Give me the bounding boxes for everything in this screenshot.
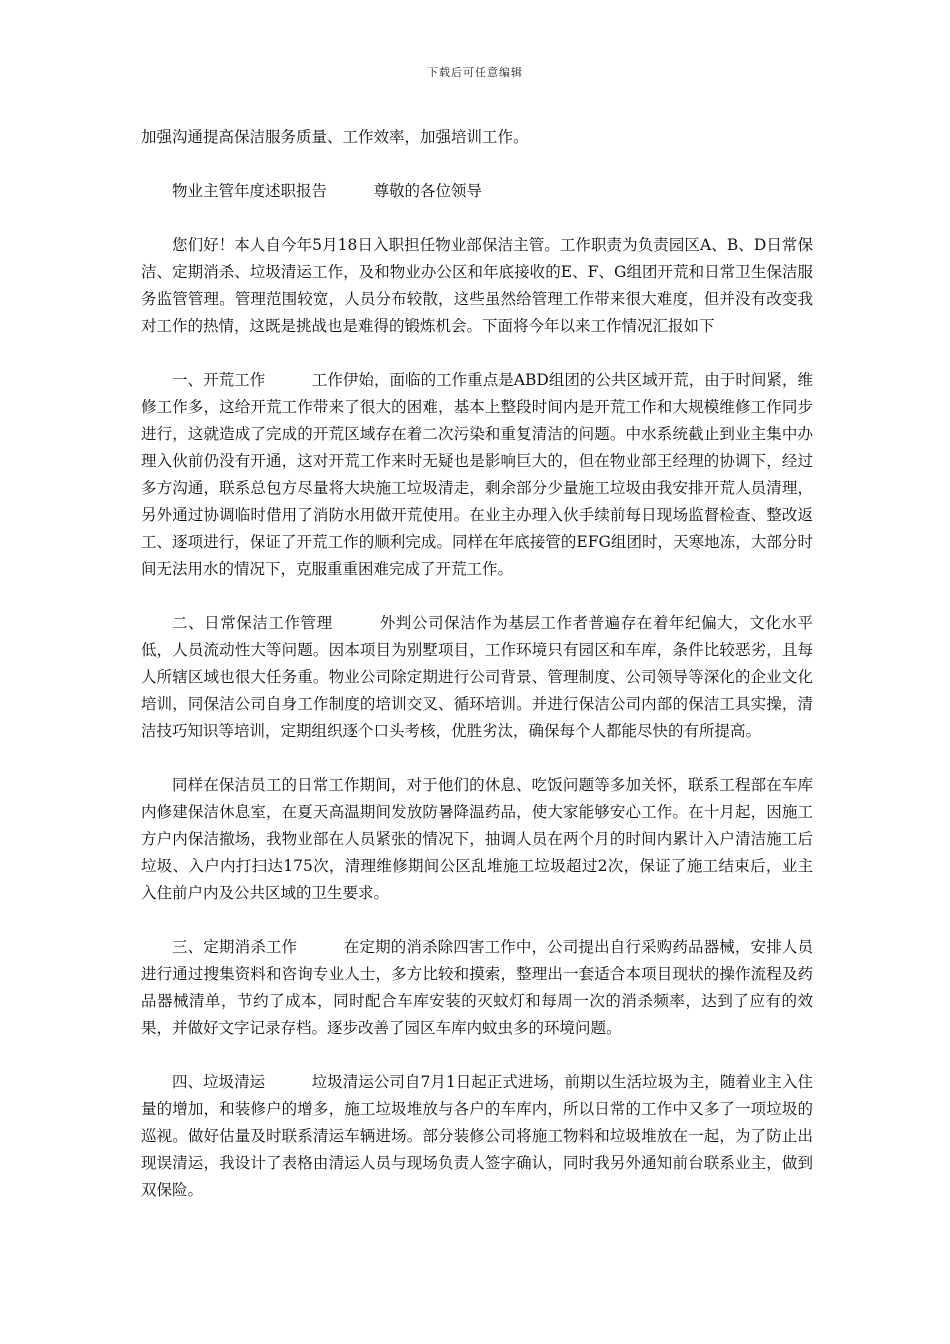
section-body: 外判公司保洁作为基层工作者普遍存在着年纪偏大，文化水平低，人员流动性大等问题。因本项目为别墅项目，工作环境只有园区和车库，条件比较恶劣，且每人所辖区域也很大任务重。物业公司除定期进行公司背景、管理制度、公司领导等深化的企业文化培训，同保洁公司自身工作制度的培训交叉、循环培训。并进行保洁公司内部的保洁工具实操，清洁技巧知识等培训，定期组织逐个口头考核，优胜劣汰，确保每个人都能尽快的有所提高。	[141, 614, 813, 740]
section-heading: 三、定期消杀工作	[172, 938, 298, 956]
section-paragraph	[141, 610, 813, 745]
section-body: 垃圾清运公司自7月1日起正式进场，前期以生活垃圾为主，随着业主入住量的增加，和装修户的增多，施工垃圾堆放与各户的车库内，所以日常的工作中又多了一项垃圾的巡视。做好估量及时联系清运车辆进场。部分装修公司将施工物料和垃圾堆放在一起，为了防止出现误清运，我设计了表格由清运人员与现场负责人签字确认，同时我另外通知前台联系业主，做到双保险。	[141, 1073, 813, 1199]
section-paragraph	[141, 934, 813, 1042]
section-body: 工作伊始，面临的工作重点是ABD组团的公共区域开荒，由于时间紧，维修工作多，这给开荒工作带来了很大的困难，基本上整段时间内是开荒工作和大规模维修工作同步进行，这就造成了完成的开荒区域存在着二次污染和重复清洁的问题。中水系统截止到业主集中办理入伙前仍没有开通，这对开荒工作来时无疑也是影响巨大的，但在物业部王经理的协调下，经过多方沟通，联系总包方尽量将大块施工垃圾清走，剩余部分少量施工垃圾由我安排开荒人员清理，另外通过协调临时借用了消防水用做开荒使用。在业主办理入伙手续前每日现场监督检查、整改返工、逐项进行，保证了开荒工作的顺利完成。同样在年底接管的EFG组团时，天寒地冻，大部分时间无法用水的情况下，克服重重困难完成了开荒工作。	[141, 371, 813, 578]
document-body	[141, 124, 813, 1231]
section-paragraph	[141, 772, 813, 907]
section-heading: 二、日常保洁工作管理	[172, 614, 333, 632]
section-body: 同样在保洁员工的日常工作期间，对于他们的休息、吃饭问题等多加关怀，联系工程部在车库内修建保洁休息室，在夏天高温期间发放防暑降温药品，使大家能够安心工作。在十月起，因施工方户内保洁撤场，我物业部在人员紧张的情况下，抽调人员在两个月的时间内累计入户清洁施工后垃圾、入户内打扫达175次，清理维修期间公区乱堆施工垃圾超过2次，保证了施工结束后，业主入住前户内及公共区域的卫生要求。	[141, 776, 813, 902]
report-title: 物业主管年度述职报告	[172, 182, 328, 200]
section-paragraph	[141, 1069, 813, 1204]
section-heading: 四、垃圾清运	[172, 1073, 266, 1091]
intro-paragraph: 加强沟通提高保洁服务质量、工作效率，加强培训工作。	[141, 128, 529, 146]
page-header-note: 下载后可任意编辑	[427, 66, 523, 79]
section-paragraph	[141, 367, 813, 583]
opening-paragraph: 您们好！本人自今年5月18日入职担任物业部保洁主管。工作职责为负责园区A、B、D日常保洁、定期消杀、垃圾清运工作，及和物业办公区和年底接收的E、F、G组团开荒和日常卫生保洁服务监管管理。管理范围较宽，人员分布较散，这些虽然给管理工作带来很大难度，但并没有改变我对工作的热情，这既是挑战也是难得的锻炼机会。下面将今年以来工作情况汇报如下	[141, 236, 813, 335]
report-title-line	[141, 178, 813, 205]
greeting: 尊敬的各位领导	[373, 182, 483, 200]
section-body: 在定期的消杀除四害工作中，公司提出自行采购药品器械，安排人员进行通过搜集资料和咨询专业人士，多方比较和摸索，整理出一套适合本项目现状的操作流程及药品器械清单，节约了成本，同时配合车库安装的灭蚊灯和每周一次的消杀频率，达到了应有的效果，并做好文字记录存档。逐步改善了园区车库内蚊虫多的环境问题。	[141, 938, 813, 1037]
section-heading: 一、开荒工作	[172, 371, 266, 389]
